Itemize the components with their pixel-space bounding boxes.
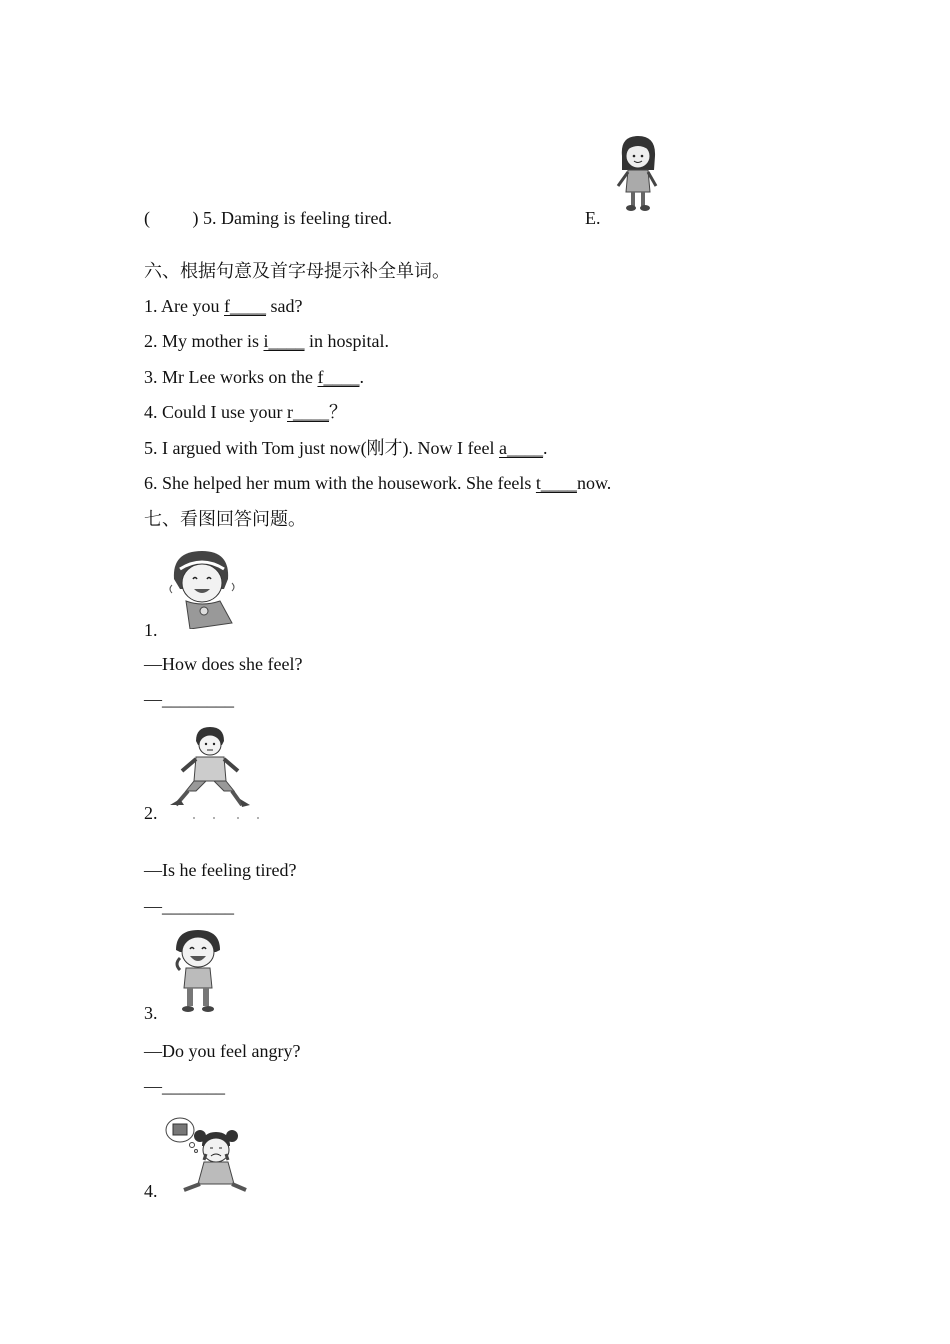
question-5-text: 5. Daming is feeling tired. xyxy=(203,208,392,228)
picture-question-1-text: —How does she feel? xyxy=(144,654,303,674)
fill-item-4 xyxy=(144,401,347,423)
laughing-boy-illustration xyxy=(166,928,230,1014)
picture-question-1-answer[interactable]: —________ xyxy=(144,689,234,709)
girl-standing-illustration xyxy=(610,130,666,214)
fill-blank[interactable]: f____ xyxy=(317,367,360,387)
fill-item-text: 4. Could I use your xyxy=(144,402,287,422)
picture-question-3-answer[interactable]: —_______ xyxy=(144,1076,225,1096)
question-5-row xyxy=(144,207,614,229)
fill-item-text: now. xyxy=(576,473,612,493)
picture-question-2-answer[interactable]: —________ xyxy=(144,896,234,916)
fill-item-text: in hospital. xyxy=(304,331,390,351)
fill-item-1 xyxy=(144,295,302,317)
picture-question-2-text: —Is he feeling tired? xyxy=(144,860,297,880)
section-7-title: 七、看图回答问题。 xyxy=(144,509,306,529)
sad-girl-thinking-illustration xyxy=(164,1112,248,1196)
picture-question-3-text: —Do you feel angry? xyxy=(144,1041,301,1061)
fill-blank[interactable]: a____ xyxy=(499,438,544,458)
answer-paren-open: ( xyxy=(144,208,150,228)
fill-item-text: 1. Are you xyxy=(144,296,224,316)
fill-item-text: . xyxy=(359,367,364,387)
fill-item-text: 5. I argued with Tom just now(刚才). Now I feel xyxy=(144,438,500,458)
fill-item-text: 6. She helped her mum with the housework. She feels xyxy=(144,473,536,493)
section-6-title: 六、根据句意及首字母提示补全单词。 xyxy=(144,261,450,281)
fill-item-text: . xyxy=(543,438,548,458)
fill-item-text: sad? xyxy=(266,296,303,316)
option-e-label: E. xyxy=(585,208,601,228)
happy-girl-illustration xyxy=(164,545,242,629)
fill-item-text: 2. My mother is xyxy=(144,331,264,351)
tired-boy-sitting-illustration xyxy=(166,725,262,821)
fill-item-2 xyxy=(144,330,389,352)
fill-blank[interactable]: r____ xyxy=(287,402,329,422)
fill-blank[interactable]: t____ xyxy=(535,473,577,493)
answer-paren-close: ) xyxy=(192,208,199,228)
fill-item-3 xyxy=(144,366,364,388)
fill-blank[interactable]: i____ xyxy=(263,331,305,351)
fill-item-text: 3. Mr Lee works on the xyxy=(144,367,318,387)
picture-question-4-number: 4. xyxy=(144,1181,158,1201)
picture-question-1-number: 1. xyxy=(144,620,158,640)
fill-item-text: ？ xyxy=(329,402,347,422)
fill-blank[interactable]: f____ xyxy=(224,296,266,316)
picture-question-2-number: 2. xyxy=(144,803,158,823)
fill-item-5 xyxy=(144,437,548,459)
picture-question-3-number: 3. xyxy=(144,1003,158,1023)
fill-item-6 xyxy=(144,472,611,494)
